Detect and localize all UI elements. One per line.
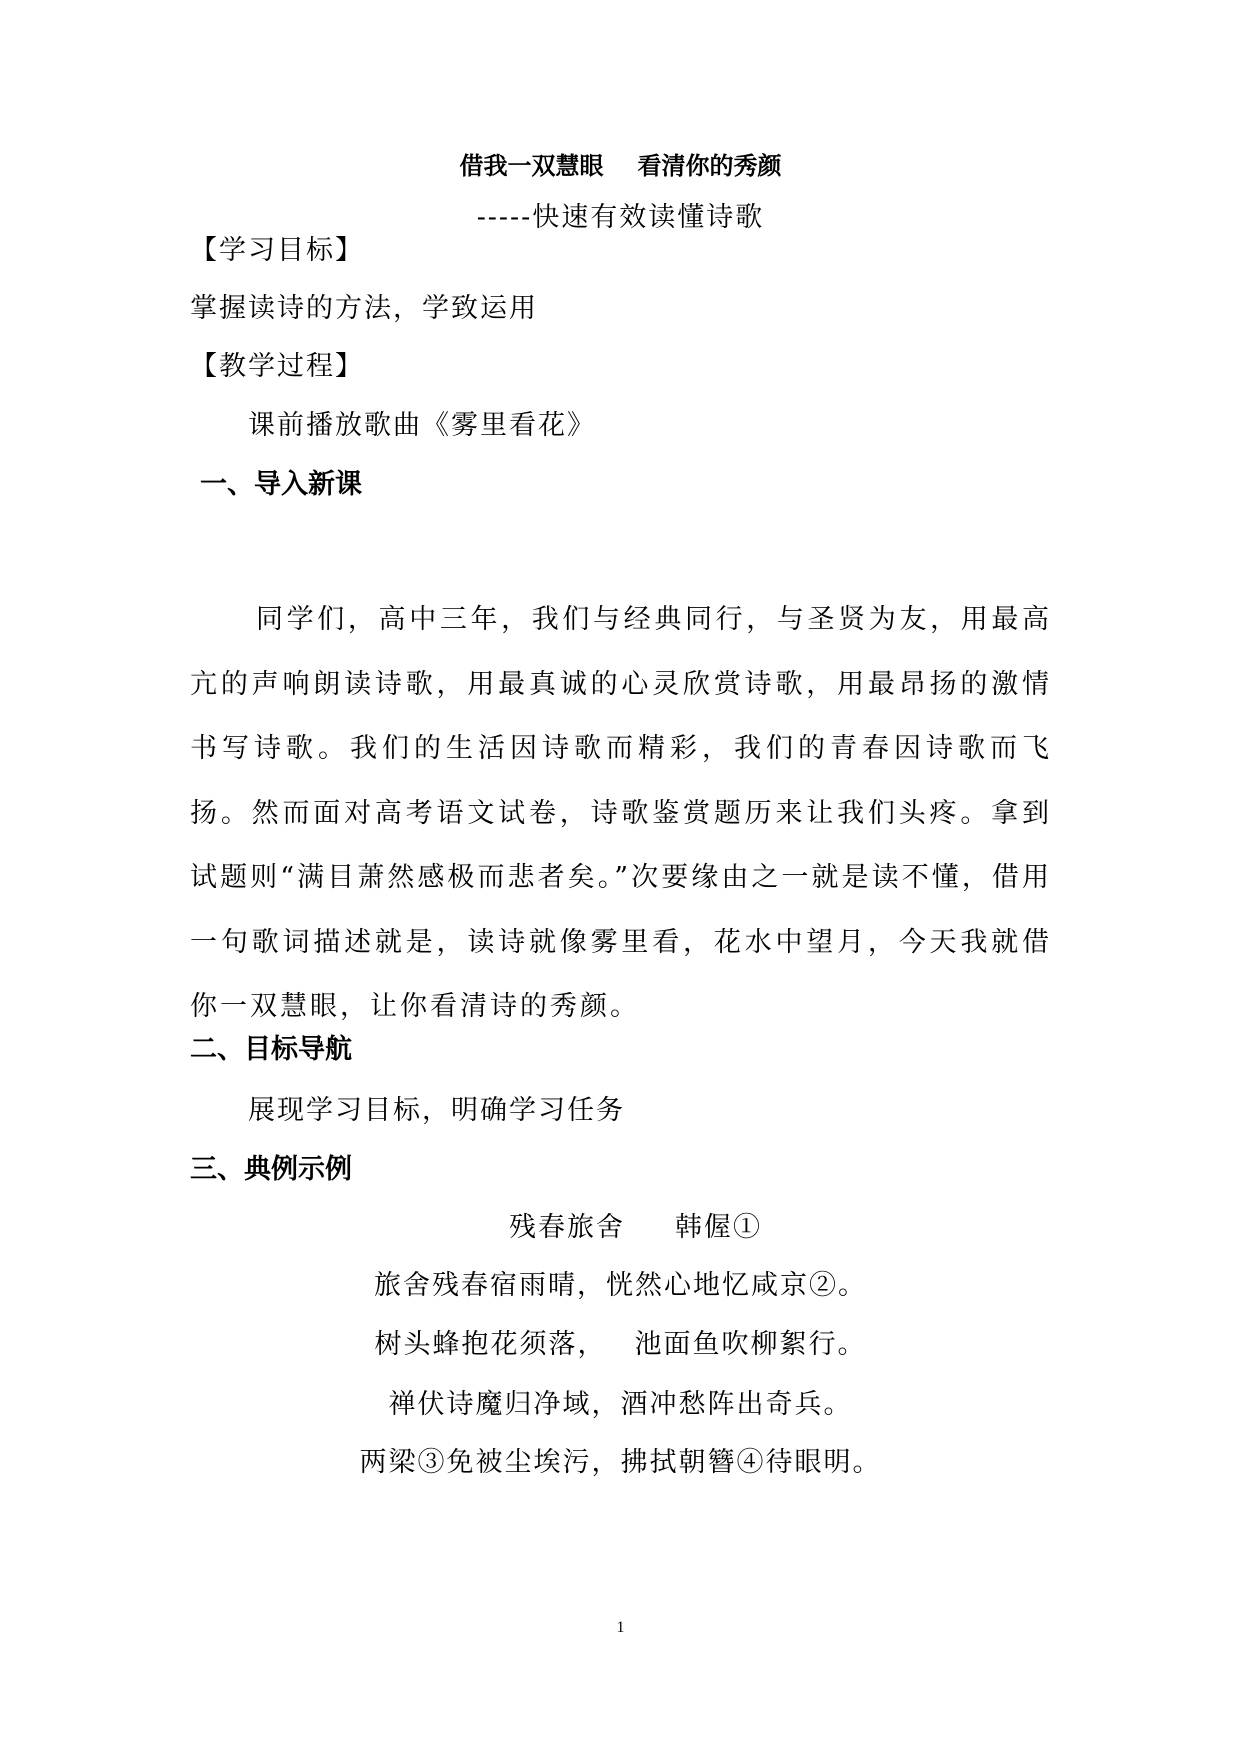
page-number: 1 [616, 1619, 625, 1636]
poem-line-2a: 树头蜂抱花须落， [374, 1329, 607, 1360]
poem-line-2b: 池面鱼吹柳絮行。 [634, 1329, 867, 1360]
poem-line-1: 旅舍残春宿雨晴，恍然心地忆咸京②。 [374, 1270, 867, 1301]
document-subtitle: -----快速有效读懂诗歌 [476, 202, 765, 233]
title-part-2: 看清你的秀颜 [637, 152, 782, 180]
section-2-text: 展现学习目标，明确学习任务 [248, 1095, 625, 1126]
section-2-heading: 二、目标导航 [190, 1034, 352, 1065]
poem-line-2 [0, 1327, 1241, 1363]
document-title [0, 150, 1241, 182]
learning-goal-text: 掌握读诗的方法，学致运用 [190, 293, 538, 324]
poem-title-line [0, 1210, 1241, 1246]
section-1-heading: 一、导入新课 [200, 469, 362, 500]
title-part-1: 借我一双慧眼 [459, 152, 604, 180]
poem-line-3: 禅伏诗魔归净域，酒冲愁阵出奇兵。 [388, 1389, 853, 1420]
pre-class-text: 课前播放歌曲《雾里看花》 [248, 410, 596, 441]
poem-author: 韩偓① [675, 1212, 762, 1243]
learning-goal-label: 【学习目标】 [190, 235, 364, 266]
section-3-heading: 三、典例示例 [190, 1154, 352, 1185]
poem-title: 残春旅舍 [509, 1212, 625, 1243]
section-1-paragraph: 同学们，高中三年，我们与经典同行，与圣贤为友，用最高亢的声响朗读诗歌，用最真诚的心灵欣赏诗歌，用最昂扬的激情书写诗歌。我们的生活因诗歌而精彩，我们的青春因诗歌而飞扬。然而面对高考语文试卷，诗歌鉴赏题历来让我们头疼。拿到试题则“满目萧然感极而悲者矣。”次要缘由之一就是读不懂，借用一句歌词描述就是，读诗就像雾里看，花水中望月，今天我就借你一双慧眼，让你看清诗的秀颜。 [190, 604, 1052, 1022]
poem-line-4: 两梁③免被尘埃污，拂拭朝簪④待眼明。 [359, 1447, 882, 1478]
teaching-process-label: 【教学过程】 [190, 351, 364, 382]
